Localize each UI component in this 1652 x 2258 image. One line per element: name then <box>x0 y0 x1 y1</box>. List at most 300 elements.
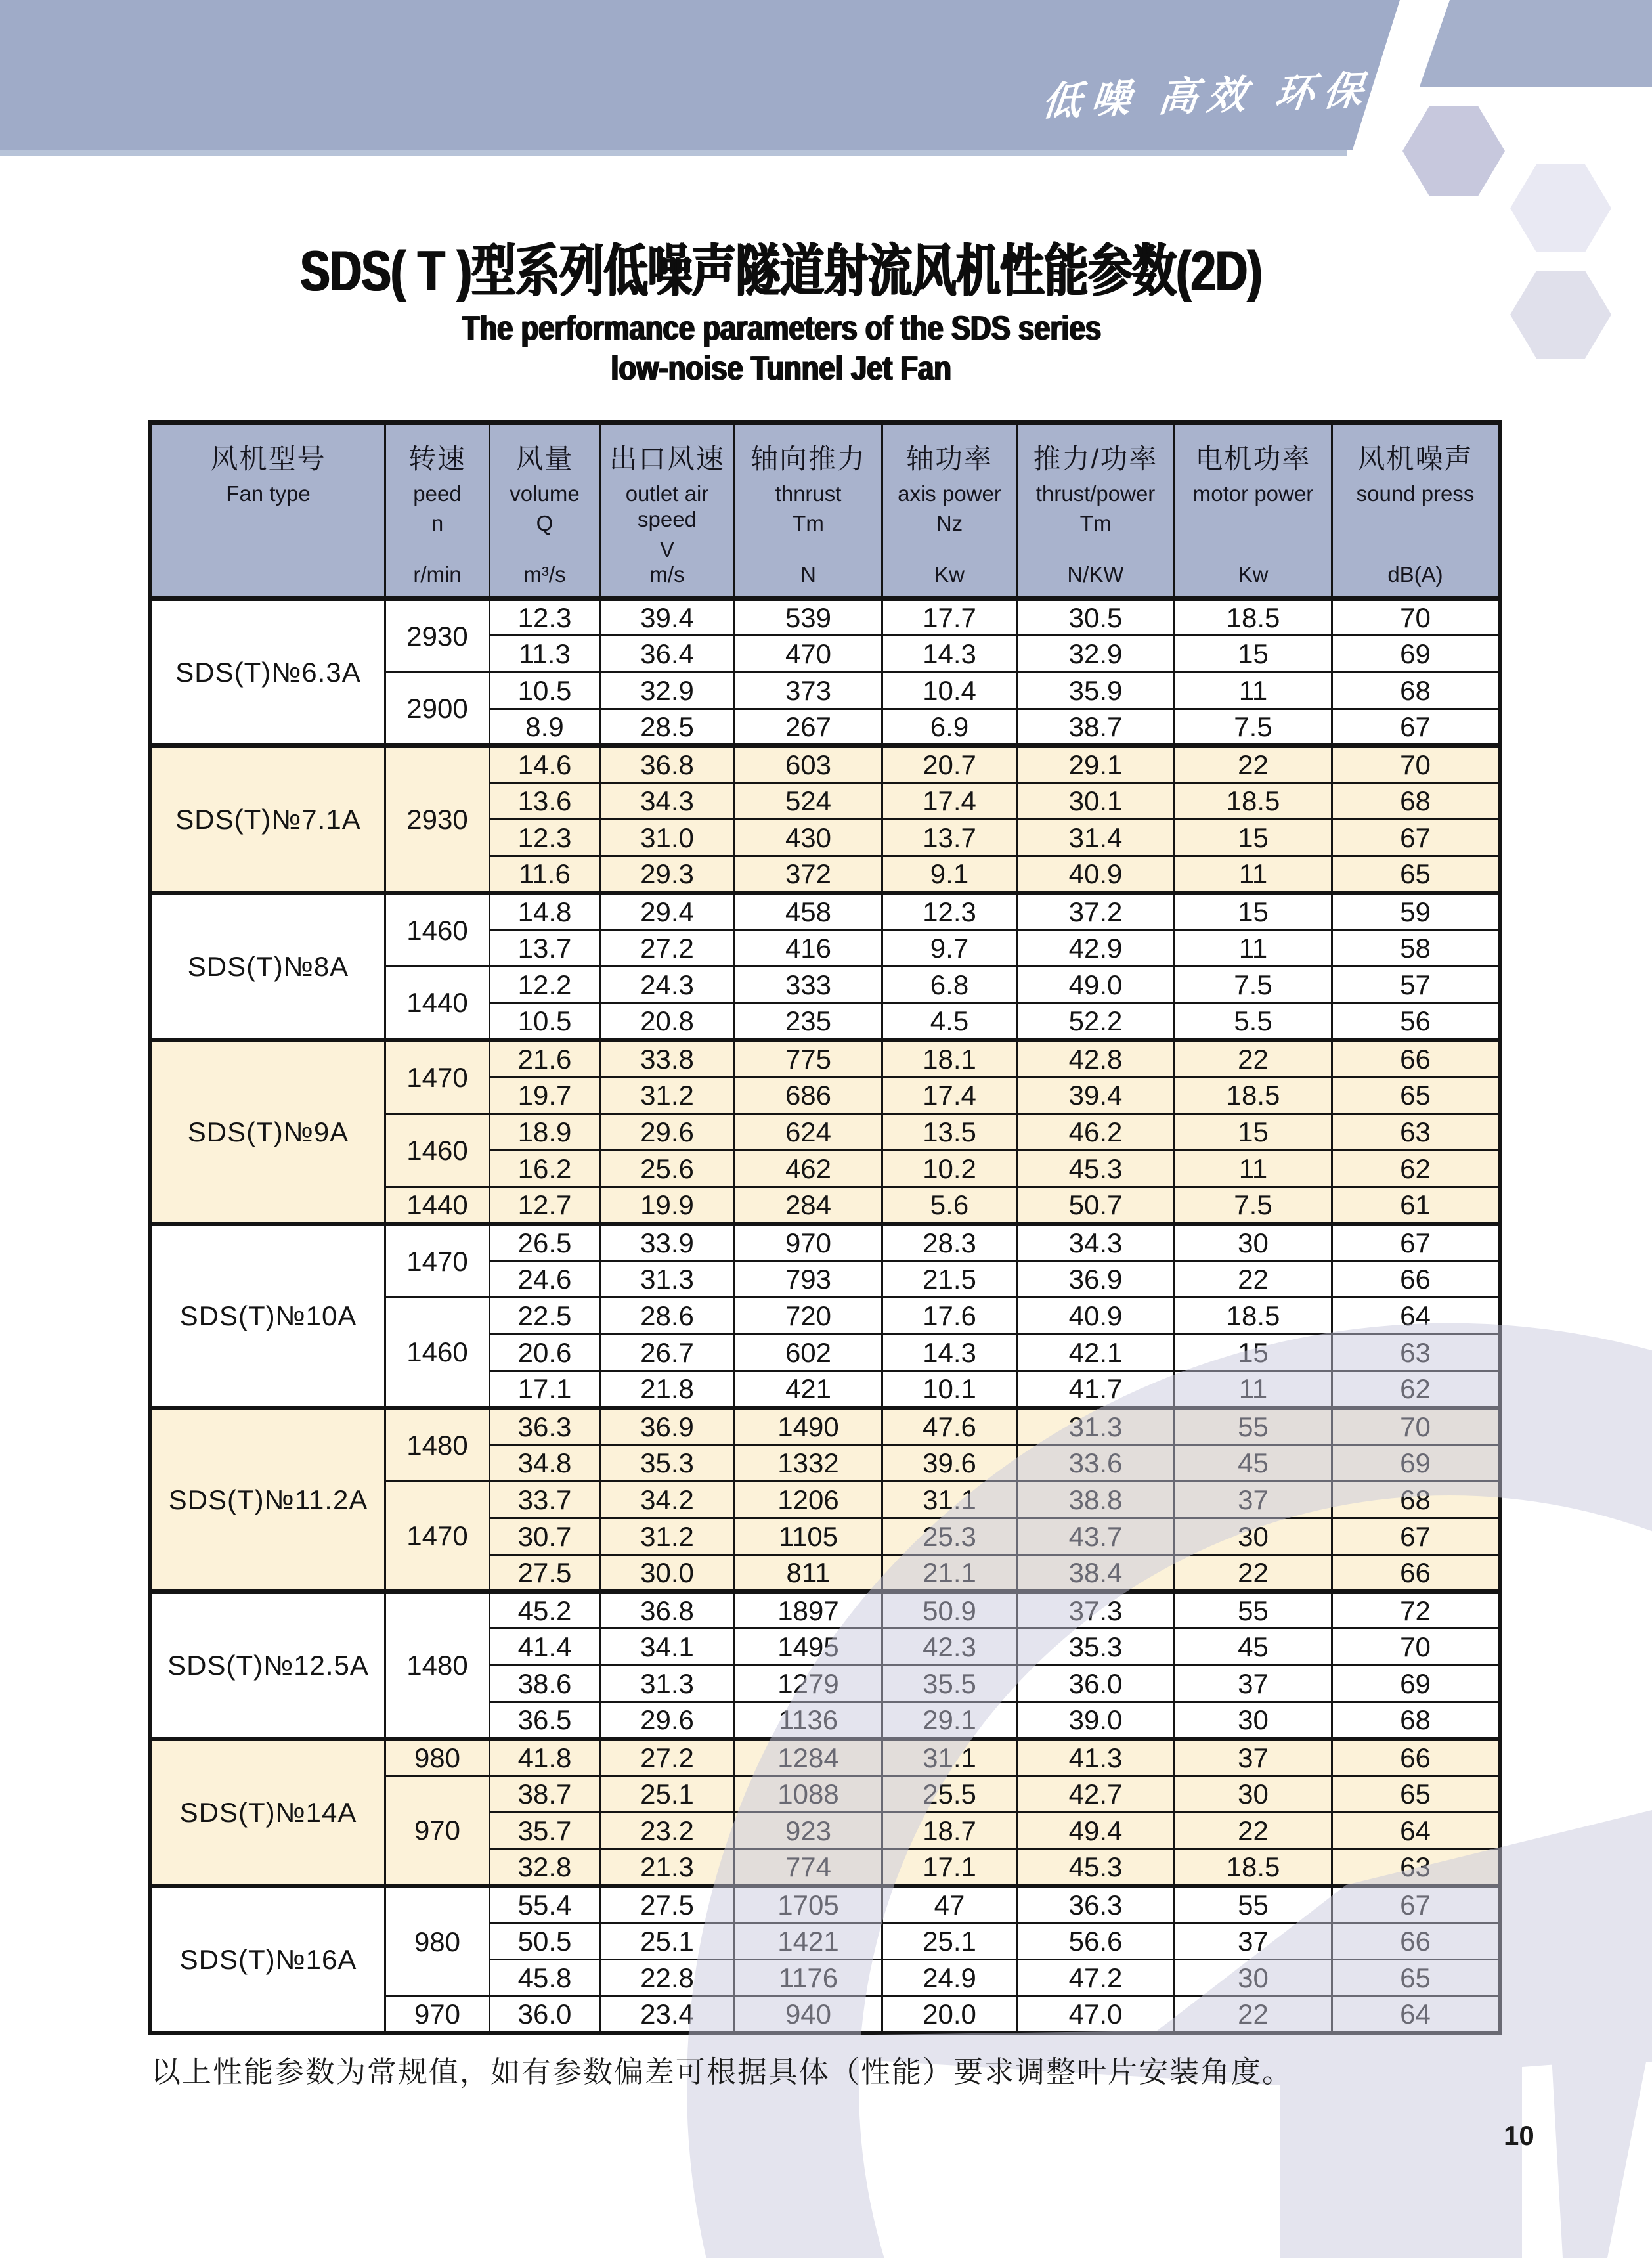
data-cell: 67 <box>1332 1518 1500 1555</box>
data-cell: 17.4 <box>882 783 1017 820</box>
data-cell: 1105 <box>735 1518 882 1555</box>
page-subtitle <box>98 309 1464 389</box>
data-cell: 775 <box>735 1040 882 1077</box>
data-cell: 31.3 <box>600 1261 735 1298</box>
data-cell: 8.9 <box>490 709 600 746</box>
col-header-4 <box>600 423 735 599</box>
data-cell: 69 <box>1332 1666 1500 1702</box>
data-cell: 5.6 <box>882 1187 1017 1224</box>
fan-type-cell: SDS(T)№12.5A <box>150 1592 385 1739</box>
data-cell: 68 <box>1332 783 1500 820</box>
data-cell: 22 <box>1175 1261 1332 1298</box>
data-cell: 26.7 <box>600 1335 735 1371</box>
data-cell: 36.3 <box>490 1408 600 1445</box>
data-cell: 27.5 <box>600 1886 735 1923</box>
table-row <box>150 746 1500 783</box>
data-cell: 30 <box>1175 1960 1332 1997</box>
data-cell: 31.3 <box>1017 1408 1175 1445</box>
header-en: volume <box>510 481 580 506</box>
data-cell: 72 <box>1332 1592 1500 1629</box>
data-cell: 9.7 <box>882 930 1017 967</box>
data-cell: 64 <box>1332 1813 1500 1849</box>
data-cell: 29.4 <box>600 893 735 930</box>
data-cell: 67 <box>1332 709 1500 746</box>
data-cell: 10.4 <box>882 673 1017 709</box>
table-row <box>150 599 1500 636</box>
data-cell: 36.4 <box>600 636 735 673</box>
data-cell: 458 <box>735 893 882 930</box>
data-cell: 30 <box>1175 1224 1332 1261</box>
data-cell: 33.7 <box>490 1482 600 1518</box>
data-cell: 12.2 <box>490 967 600 1004</box>
data-cell: 68 <box>1332 1482 1500 1518</box>
subtitle-line-2: low-noise Tunnel Jet Fan <box>611 349 952 388</box>
data-cell: 10.2 <box>882 1151 1017 1187</box>
speed-cell: 970 <box>385 1776 490 1886</box>
data-cell: 15 <box>1175 636 1332 673</box>
data-cell: 30.1 <box>1017 783 1175 820</box>
data-cell: 29.1 <box>1017 746 1175 783</box>
performance-table <box>148 420 1502 2035</box>
data-cell: 55 <box>1175 1886 1332 1923</box>
table-row <box>150 1886 1500 1923</box>
data-cell: 11 <box>1175 673 1332 709</box>
data-cell: 18.1 <box>882 1040 1017 1077</box>
data-cell: 22.8 <box>600 1960 735 1997</box>
speed-cell: 970 <box>385 1997 490 2033</box>
data-cell: 30 <box>1175 1702 1332 1739</box>
data-cell: 7.5 <box>1175 709 1332 746</box>
data-cell: 373 <box>735 673 882 709</box>
data-cell: 31.1 <box>882 1739 1017 1776</box>
data-cell: 7.5 <box>1175 1187 1332 1224</box>
data-cell: 39.4 <box>1017 1077 1175 1114</box>
data-cell: 470 <box>735 636 882 673</box>
data-cell: 38.7 <box>490 1776 600 1813</box>
col-header-5 <box>735 423 882 599</box>
data-cell: 31.3 <box>600 1666 735 1702</box>
data-cell: 36.5 <box>490 1702 600 1739</box>
speed-cell: 1470 <box>385 1040 490 1114</box>
speed-cell: 1470 <box>385 1224 490 1298</box>
data-cell: 36.0 <box>490 1997 600 2033</box>
data-cell: 22 <box>1175 1040 1332 1077</box>
header-unit: Kw <box>934 562 965 587</box>
data-cell: 7.5 <box>1175 967 1332 1004</box>
data-cell: 35.3 <box>1017 1629 1175 1666</box>
data-cell: 1490 <box>735 1408 882 1445</box>
data-cell: 22 <box>1175 1813 1332 1849</box>
data-cell: 17.1 <box>882 1849 1017 1886</box>
speed-cell: 1460 <box>385 1298 490 1408</box>
speed-cell: 2930 <box>385 599 490 673</box>
data-cell: 25.1 <box>600 1923 735 1960</box>
data-cell: 10.1 <box>882 1371 1017 1408</box>
data-cell: 25.3 <box>882 1518 1017 1555</box>
data-cell: 6.9 <box>882 709 1017 746</box>
data-cell: 1279 <box>735 1666 882 1702</box>
data-cell: 70 <box>1332 1408 1500 1445</box>
data-cell: 63 <box>1332 1335 1500 1371</box>
data-cell: 13.7 <box>490 930 600 967</box>
data-cell: 47.6 <box>882 1408 1017 1445</box>
banner-slogan: 低噪 高效 环保 <box>1040 68 1374 124</box>
data-cell: 21.8 <box>600 1371 735 1408</box>
data-cell: 1705 <box>735 1886 882 1923</box>
table-row <box>150 893 1500 930</box>
data-cell: 63 <box>1332 1849 1500 1886</box>
header-en: thnrust <box>775 481 842 506</box>
data-cell: 1421 <box>735 1923 882 1960</box>
data-cell: 17.7 <box>882 599 1017 636</box>
data-cell: 940 <box>735 1997 882 2033</box>
data-cell: 267 <box>735 709 882 746</box>
data-cell: 59 <box>1332 893 1500 930</box>
data-cell: 69 <box>1332 1445 1500 1482</box>
table-row <box>150 1739 1500 1776</box>
data-cell: 33.6 <box>1017 1445 1175 1482</box>
data-cell: 11.6 <box>490 856 600 893</box>
data-cell: 23.4 <box>600 1997 735 2033</box>
data-cell: 37 <box>1175 1482 1332 1518</box>
page-title-row <box>98 242 1464 301</box>
hexagon-decoration-icon <box>1510 164 1611 252</box>
data-cell: 430 <box>735 820 882 856</box>
header-unit: m³/s <box>523 562 566 587</box>
data-cell: 602 <box>735 1335 882 1371</box>
speed-cell: 1470 <box>385 1482 490 1592</box>
data-cell: 12.3 <box>882 893 1017 930</box>
data-cell: 42.1 <box>1017 1335 1175 1371</box>
data-cell: 13.7 <box>882 820 1017 856</box>
data-cell: 28.6 <box>600 1298 735 1335</box>
data-cell: 47 <box>882 1886 1017 1923</box>
header-en: outlet air speed <box>625 481 709 532</box>
header-cjk: 风机型号 <box>210 443 326 474</box>
data-cell: 41.4 <box>490 1629 600 1666</box>
data-cell: 70 <box>1332 599 1500 636</box>
data-cell: 47.0 <box>1017 1997 1175 2033</box>
data-cell: 235 <box>735 1004 882 1040</box>
data-cell: 49.4 <box>1017 1813 1175 1849</box>
data-cell: 50.7 <box>1017 1187 1175 1224</box>
col-header-2 <box>385 423 490 599</box>
header-cjk: 出口风速 <box>609 443 725 474</box>
data-cell: 603 <box>735 746 882 783</box>
header-symbol: Tm <box>793 511 824 536</box>
data-cell: 36.0 <box>1017 1666 1175 1702</box>
speed-cell: 1440 <box>385 1187 490 1224</box>
speed-cell: 980 <box>385 1739 490 1776</box>
data-cell: 28.5 <box>600 709 735 746</box>
data-cell: 11 <box>1175 930 1332 967</box>
header-en: peed <box>413 481 462 506</box>
fan-type-cell: SDS(T)№16A <box>150 1886 385 2033</box>
data-cell: 13.6 <box>490 783 600 820</box>
header-unit: Kw <box>1238 562 1269 587</box>
header-unit: N <box>800 562 816 587</box>
data-cell: 58 <box>1332 930 1500 967</box>
data-cell: 42.9 <box>1017 930 1175 967</box>
data-cell: 284 <box>735 1187 882 1224</box>
data-cell: 66 <box>1332 1040 1500 1077</box>
data-cell: 24.9 <box>882 1960 1017 1997</box>
header-cjk: 转速 <box>408 443 466 474</box>
data-cell: 29.6 <box>600 1114 735 1151</box>
data-cell: 69 <box>1332 636 1500 673</box>
col-header-9 <box>1332 423 1500 599</box>
data-cell: 14.8 <box>490 893 600 930</box>
data-cell: 35.3 <box>600 1445 735 1482</box>
speed-cell: 1460 <box>385 1114 490 1187</box>
data-cell: 11.3 <box>490 636 600 673</box>
data-cell: 25.5 <box>882 1776 1017 1813</box>
data-cell: 22 <box>1175 746 1332 783</box>
data-cell: 5.5 <box>1175 1004 1332 1040</box>
data-cell: 43.7 <box>1017 1518 1175 1555</box>
data-cell: 1176 <box>735 1960 882 1997</box>
data-cell: 36.9 <box>1017 1261 1175 1298</box>
data-cell: 1495 <box>735 1629 882 1666</box>
data-cell: 64 <box>1332 1298 1500 1335</box>
header-en: motor power <box>1192 481 1314 506</box>
fan-type-cell: SDS(T)№6.3A <box>150 599 385 746</box>
data-cell: 32.8 <box>490 1849 600 1886</box>
data-cell: 24.6 <box>490 1261 600 1298</box>
data-cell: 774 <box>735 1849 882 1886</box>
data-cell: 70 <box>1332 1629 1500 1666</box>
table-row <box>150 1040 1500 1077</box>
data-cell: 38.4 <box>1017 1555 1175 1592</box>
data-cell: 29.1 <box>882 1702 1017 1739</box>
data-cell: 1897 <box>735 1592 882 1629</box>
data-cell: 36.8 <box>600 746 735 783</box>
data-cell: 12.3 <box>490 820 600 856</box>
data-cell: 68 <box>1332 1702 1500 1739</box>
data-cell: 42.3 <box>882 1629 1017 1666</box>
data-cell: 39.6 <box>882 1445 1017 1482</box>
table-header <box>150 423 1500 599</box>
data-cell: 66 <box>1332 1739 1500 1776</box>
header-symbol: Q <box>536 511 554 536</box>
header-cjk: 风量 <box>515 443 574 474</box>
data-cell: 41.3 <box>1017 1739 1175 1776</box>
header-cjk: 轴向推力 <box>750 443 866 474</box>
data-cell: 34.8 <box>490 1445 600 1482</box>
data-cell: 49.0 <box>1017 967 1175 1004</box>
header-en: Fan type <box>226 481 311 506</box>
table-row <box>150 1224 1500 1261</box>
data-cell: 66 <box>1332 1555 1500 1592</box>
data-cell: 29.3 <box>600 856 735 893</box>
data-cell: 66 <box>1332 1923 1500 1960</box>
data-cell: 32.9 <box>600 673 735 709</box>
data-cell: 30.0 <box>600 1555 735 1592</box>
data-cell: 19.7 <box>490 1077 600 1114</box>
data-cell: 462 <box>735 1151 882 1187</box>
data-cell: 6.8 <box>882 967 1017 1004</box>
banner-right-piece <box>1420 0 1652 87</box>
data-cell: 18.9 <box>490 1114 600 1151</box>
data-cell: 15 <box>1175 820 1332 856</box>
data-cell: 1136 <box>735 1702 882 1739</box>
header-cjk: 风机噪声 <box>1357 443 1473 474</box>
fan-type-cell: SDS(T)№9A <box>150 1040 385 1224</box>
fan-type-cell: SDS(T)№7.1A <box>150 746 385 893</box>
col-header-7 <box>1017 423 1175 599</box>
data-cell: 35.9 <box>1017 673 1175 709</box>
header-unit: dB(A) <box>1387 562 1443 587</box>
data-cell: 18.5 <box>1175 783 1332 820</box>
data-cell: 1206 <box>735 1482 882 1518</box>
data-cell: 11 <box>1175 856 1332 893</box>
data-cell: 65 <box>1332 856 1500 893</box>
fan-type-cell: SDS(T)№10A <box>150 1224 385 1408</box>
data-cell: 9.1 <box>882 856 1017 893</box>
data-cell: 21.1 <box>882 1555 1017 1592</box>
data-cell: 61 <box>1332 1187 1500 1224</box>
data-cell: 70 <box>1332 746 1500 783</box>
data-cell: 50.5 <box>490 1923 600 1960</box>
data-cell: 18.5 <box>1175 599 1332 636</box>
data-cell: 45.2 <box>490 1592 600 1629</box>
data-cell: 923 <box>735 1813 882 1849</box>
data-cell: 624 <box>735 1114 882 1151</box>
header-symbol: Nz <box>936 511 963 536</box>
data-cell: 333 <box>735 967 882 1004</box>
header-cjk: 推力/功率 <box>1033 443 1158 474</box>
data-cell: 16.2 <box>490 1151 600 1187</box>
data-cell: 66 <box>1332 1261 1500 1298</box>
data-cell: 17.4 <box>882 1077 1017 1114</box>
data-cell: 720 <box>735 1298 882 1335</box>
data-cell: 40.9 <box>1017 1298 1175 1335</box>
subtitle-line-1: The performance parameters of the SDS series <box>462 309 1101 347</box>
data-cell: 539 <box>735 599 882 636</box>
data-cell: 30 <box>1175 1518 1332 1555</box>
data-cell: 34.3 <box>600 783 735 820</box>
data-cell: 14.3 <box>882 636 1017 673</box>
data-cell: 793 <box>735 1261 882 1298</box>
data-cell: 42.8 <box>1017 1040 1175 1077</box>
data-cell: 18.5 <box>1175 1077 1332 1114</box>
data-cell: 36.9 <box>600 1408 735 1445</box>
data-cell: 12.7 <box>490 1187 600 1224</box>
speed-cell: 1480 <box>385 1408 490 1482</box>
data-cell: 36.3 <box>1017 1886 1175 1923</box>
data-cell: 52.2 <box>1017 1004 1175 1040</box>
hexagon-decoration-icon <box>1402 106 1505 196</box>
data-cell: 22.5 <box>490 1298 600 1335</box>
data-cell: 37.2 <box>1017 893 1175 930</box>
data-cell: 15 <box>1175 1114 1332 1151</box>
fan-type-cell: SDS(T)№11.2A <box>150 1408 385 1592</box>
data-cell: 67 <box>1332 1886 1500 1923</box>
table-row <box>150 1408 1500 1445</box>
data-cell: 21.3 <box>600 1849 735 1886</box>
header-unit: m/s <box>649 562 685 587</box>
data-cell: 20.7 <box>882 746 1017 783</box>
data-cell: 32.9 <box>1017 636 1175 673</box>
data-cell: 41.8 <box>490 1739 600 1776</box>
data-cell: 686 <box>735 1077 882 1114</box>
fan-type-cell: SDS(T)№8A <box>150 893 385 1040</box>
header-cjk: 电机功率 <box>1195 443 1311 474</box>
data-cell: 34.1 <box>600 1629 735 1666</box>
data-cell: 25.1 <box>882 1923 1017 1960</box>
data-cell: 27.2 <box>600 1739 735 1776</box>
data-cell: 1284 <box>735 1739 882 1776</box>
data-cell: 372 <box>735 856 882 893</box>
header-unit: N/KW <box>1067 562 1124 587</box>
data-cell: 38.8 <box>1017 1482 1175 1518</box>
banner-accent-strip <box>0 150 1347 156</box>
data-cell: 14.3 <box>882 1335 1017 1371</box>
data-cell: 18.7 <box>882 1813 1017 1849</box>
data-cell: 27.2 <box>600 930 735 967</box>
data-cell: 37 <box>1175 1923 1332 1960</box>
data-cell: 34.3 <box>1017 1224 1175 1261</box>
data-cell: 65 <box>1332 1077 1500 1114</box>
data-cell: 34.2 <box>600 1482 735 1518</box>
data-cell: 41.7 <box>1017 1371 1175 1408</box>
data-cell: 27.5 <box>490 1555 600 1592</box>
data-cell: 23.2 <box>600 1813 735 1849</box>
data-cell: 55 <box>1175 1408 1332 1445</box>
data-cell: 416 <box>735 930 882 967</box>
data-cell: 38.6 <box>490 1666 600 1702</box>
data-cell: 19.9 <box>600 1187 735 1224</box>
data-cell: 57 <box>1332 967 1500 1004</box>
footnote: 以上性能参数为常规值，如有参数偏差可根据具体（性能）要求调整叶片安装角度。 <box>151 2056 1293 2089</box>
data-cell: 39.4 <box>600 599 735 636</box>
data-cell: 46.2 <box>1017 1114 1175 1151</box>
data-cell: 37.3 <box>1017 1592 1175 1629</box>
header-symbol: n <box>431 511 444 536</box>
col-header-3 <box>490 423 600 599</box>
data-cell: 26.5 <box>490 1224 600 1261</box>
data-cell: 50.9 <box>882 1592 1017 1629</box>
col-header-1 <box>150 423 385 599</box>
data-cell: 18.5 <box>1175 1298 1332 1335</box>
data-cell: 4.5 <box>882 1004 1017 1040</box>
data-cell: 36.8 <box>600 1592 735 1629</box>
data-cell: 65 <box>1332 1776 1500 1813</box>
speed-cell: 1460 <box>385 893 490 967</box>
data-cell: 1088 <box>735 1776 882 1813</box>
data-cell: 13.5 <box>882 1114 1017 1151</box>
data-cell: 62 <box>1332 1151 1500 1187</box>
data-cell: 20.6 <box>490 1335 600 1371</box>
data-cell: 39.0 <box>1017 1702 1175 1739</box>
header-en: axis power <box>898 481 1001 506</box>
data-cell: 45.8 <box>490 1960 600 1997</box>
data-cell: 40.9 <box>1017 856 1175 893</box>
data-cell: 29.6 <box>600 1702 735 1739</box>
data-cell: 47.2 <box>1017 1960 1175 1997</box>
header-en: thrust/power <box>1035 481 1156 506</box>
data-cell: 24.3 <box>600 967 735 1004</box>
data-cell: 811 <box>735 1555 882 1592</box>
data-cell: 21.5 <box>882 1261 1017 1298</box>
data-cell: 11 <box>1175 1151 1332 1187</box>
data-cell: 30.5 <box>1017 599 1175 636</box>
data-cell: 28.3 <box>882 1224 1017 1261</box>
data-cell: 62 <box>1332 1371 1500 1408</box>
data-cell: 31.4 <box>1017 820 1175 856</box>
header-en: sound press <box>1356 481 1475 506</box>
hexagon-decoration-icon <box>1510 271 1611 359</box>
